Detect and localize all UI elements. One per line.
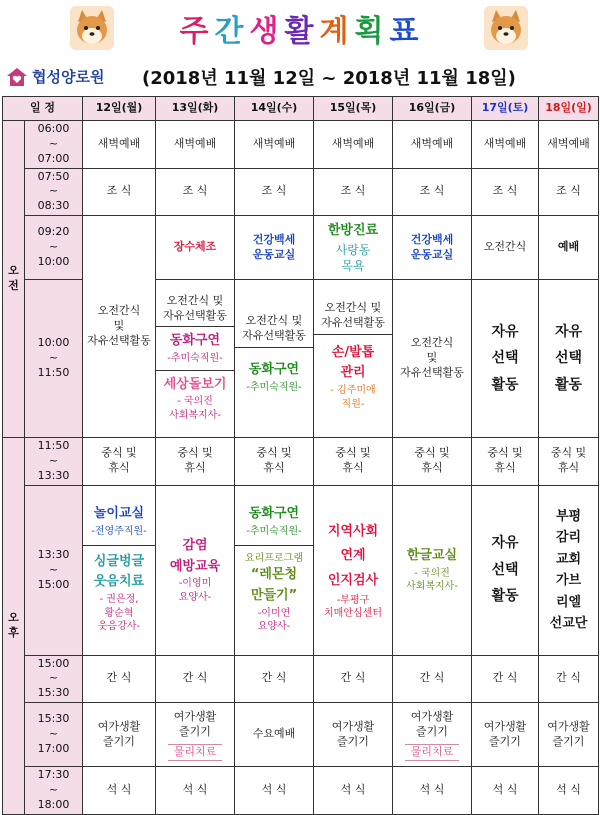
header-row [3, 97, 599, 121]
schedule-label: 일 정 [3, 97, 83, 121]
weekly-schedule-table [2, 96, 599, 815]
day-header-sunday: 18일(일) [539, 97, 599, 121]
title-char: 주 [179, 14, 211, 49]
activity-cell: 석 식 [539, 767, 599, 815]
activity-cell: 오전간식 및 자유선택활동 동화구연 -추미숙직원- 세상돌보기 - 국의진 사회복지사- [156, 280, 235, 438]
pm-label: 오 후 [3, 438, 25, 815]
activity-cell: 중식 및 휴식 [156, 438, 235, 486]
activity-cell: 오전간식 및 자유선택활동 [83, 216, 156, 438]
activity-cell: 중식 및 휴식 [314, 438, 393, 486]
am-label: 오 전 [3, 121, 25, 438]
title-char: 표 [389, 14, 421, 49]
activity-cell: 중식 및 휴식 [539, 438, 599, 486]
activity-cell: 여가생활 즐기기 물리치료 [393, 703, 472, 767]
table-row [3, 216, 599, 280]
table-row [3, 655, 599, 703]
activity-cell: 오전간식 [472, 216, 539, 280]
time-slot: 09:20 ~ 10:00 [25, 216, 83, 280]
activity-cell: 오전간식 및 자유선택활동 동화구연 -추미숙직원- [235, 280, 314, 438]
activity-cell: 조 식 [393, 168, 472, 216]
activity-cell: 새벽예배 [83, 121, 156, 169]
title-char: 활 [284, 14, 316, 49]
page-header [0, 0, 600, 96]
activity-cell: 조 식 [235, 168, 314, 216]
table-row [3, 485, 599, 655]
activity-cell: 석 식 [235, 767, 314, 815]
activity-cell: 조 식 [83, 168, 156, 216]
table-row [3, 767, 599, 815]
table-row [3, 703, 599, 767]
activity-cell: 조 식 [314, 168, 393, 216]
time-slot: 10:00 ~ 11:50 [25, 280, 83, 438]
activity-cell: 자유 선택 활동 [472, 485, 539, 655]
activity-cell: 오전간식 및 자유선택활동 [393, 280, 472, 438]
activity-cell: 여가생활 즐기기 [314, 703, 393, 767]
page-title [130, 4, 470, 52]
time-slot: 13:30 ~ 15:00 [25, 485, 83, 655]
organization-name: 협성양로원 [32, 68, 105, 86]
activity-cell: 중식 및 휴식 [393, 438, 472, 486]
activity-cell: 새벽예배 [156, 121, 235, 169]
activity-cell: 여가생활 즐기기 [83, 703, 156, 767]
activity-cell: 부평 감리 교회 가브 리엘 선교단 [539, 485, 599, 655]
title-char: 계 [319, 14, 351, 49]
day-header-saturday: 17일(토) [472, 97, 539, 121]
activity-cell: 간 식 [393, 655, 472, 703]
activity-cell: 조 식 [539, 168, 599, 216]
activity-cell: 석 식 [156, 767, 235, 815]
activity-cell: 여가생활 즐기기 [539, 703, 599, 767]
activity-cell: 간 식 [235, 655, 314, 703]
activity-cell: 중식 및 휴식 [472, 438, 539, 486]
table-row [3, 168, 599, 216]
activity-cell: 새벽예배 [472, 121, 539, 169]
activity-cell: 감염 예방교육 -이영미 요양사- [156, 485, 235, 655]
title-char: 생 [249, 14, 281, 49]
activity-cell: 자유 선택 활동 [472, 280, 539, 438]
date-range: (2018년 11월 12일 ~ 2018년 11월 18일) [142, 68, 516, 89]
activity-cell: 장수체조 [156, 216, 235, 280]
time-slot: 06:00 ~ 07:00 [25, 121, 83, 169]
dog-mascot-icon [70, 6, 114, 50]
activity-cell: 석 식 [472, 767, 539, 815]
time-slot: 17:30 ~ 18:00 [25, 767, 83, 815]
day-header: 14일(수) [235, 97, 314, 121]
activity-cell: 조 식 [472, 168, 539, 216]
title-char: 간 [214, 14, 246, 49]
activity-cell: 동화구연 -추미숙직원- 요리프로그램 “레몬청 만들기” -이미연 요양사- [235, 485, 314, 655]
activity-cell: 건강백세 운동교실 [235, 216, 314, 280]
activity-cell: 예배 [539, 216, 599, 280]
dog-mascot-icon [484, 6, 528, 50]
time-slot: 11:50 ~ 13:30 [25, 438, 83, 486]
activity-cell: 간 식 [539, 655, 599, 703]
day-header: 16일(금) [393, 97, 472, 121]
activity-cell: 간 식 [83, 655, 156, 703]
activity-cell: 석 식 [393, 767, 472, 815]
activity-cell: 새벽예배 [235, 121, 314, 169]
activity-cell: 석 식 [83, 767, 156, 815]
activity-cell: 간 식 [156, 655, 235, 703]
activity-cell: 수요예배 [235, 703, 314, 767]
day-header: 15일(목) [314, 97, 393, 121]
activity-cell: 중식 및 휴식 [83, 438, 156, 486]
house-heart-icon [6, 67, 28, 87]
day-header: 12일(월) [83, 97, 156, 121]
activity-cell: 여가생활 즐기기 [472, 703, 539, 767]
activity-cell: 놀이교실 -전영주직원- 싱글벙글 웃음치료 - 권은정, 황순혁 웃음강사- [83, 485, 156, 655]
activity-cell: 간 식 [472, 655, 539, 703]
activity-cell: 중식 및 휴식 [235, 438, 314, 486]
time-slot: 07:50 ~ 08:30 [25, 168, 83, 216]
activity-cell: 자유 선택 활동 [539, 280, 599, 438]
activity-cell: 한글교실 - 국의진 사회복지사- [393, 485, 472, 655]
activity-cell: 새벽예배 [314, 121, 393, 169]
activity-cell: 새벽예배 [393, 121, 472, 169]
activity-cell: 조 식 [156, 168, 235, 216]
table-row [3, 438, 599, 486]
activity-cell: 간 식 [314, 655, 393, 703]
activity-cell: 건강백세 운동교실 [393, 216, 472, 280]
time-slot: 15:00 ~ 15:30 [25, 655, 83, 703]
activity-cell: 한방진료 사랑동 목욕 [314, 216, 393, 280]
activity-cell: 새벽예배 [539, 121, 599, 169]
organization [6, 66, 104, 87]
activity-cell: 오전간식 및 자유선택활동 손/발톱 관리 - 김주미애 직원- [314, 280, 393, 438]
day-header: 13일(화) [156, 97, 235, 121]
activity-cell: 석 식 [314, 767, 393, 815]
activity-cell: 지역사회 연계 인지검사 -부평구 치매안심센터 [314, 485, 393, 655]
table-row [3, 121, 599, 169]
activity-cell: 여가생활 즐기기 물리치료 [156, 703, 235, 767]
time-slot: 15:30 ~ 17:00 [25, 703, 83, 767]
title-char: 획 [354, 14, 386, 49]
